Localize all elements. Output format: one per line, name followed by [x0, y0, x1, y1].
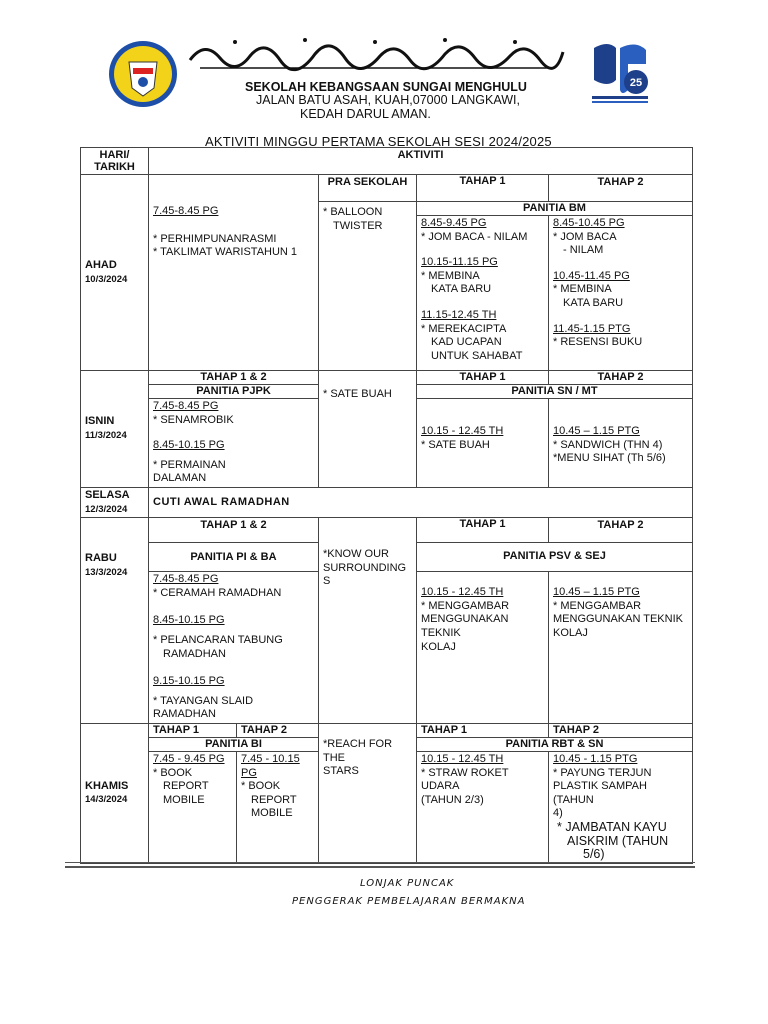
rabu-left-time-3: 9.15-10.15 PG: [153, 675, 225, 688]
rabu-t1-act-1: * MENGGAMBAR: [421, 599, 510, 612]
isnin-t1-label: TAHAP 1: [459, 371, 506, 383]
isnin-panitia-right-label: PANITIA SN / MT: [511, 385, 598, 397]
rabu-left-act-3: * TAYANGAN SLAID RAMADHAN: [153, 694, 254, 721]
khamis-t2-act-3: 4): [553, 807, 563, 820]
isnin-t12-header: [149, 371, 319, 385]
ahad-pra-cell: [319, 202, 417, 371]
khamis-pra-act-2: STARS: [323, 765, 359, 778]
footer-divider-thin: [65, 862, 695, 863]
ahad-t2-act-3: * RESENSI BUKU: [553, 336, 643, 349]
isnin-t1-header: [417, 371, 549, 385]
khamis-rt1-header: [417, 723, 549, 737]
khamis-panitia-right-cell: [417, 737, 693, 751]
rabu-t12-label: TAHAP 1 & 2: [200, 519, 267, 532]
ahad-pra-label: PRA SEKOLAH: [327, 176, 408, 188]
ahad-t1-act-2b: KATA BARU: [431, 283, 492, 296]
rabu-t1-header: [417, 518, 549, 543]
ahad-t2-time-1: 8.45-10.45 PG: [553, 217, 625, 229]
rabu-pra-act-1: *KNOW OUR: [323, 548, 389, 561]
khamis-t2-act-6: 5/6): [583, 847, 605, 862]
khamis-row-header: [81, 723, 693, 737]
ahad-t1-act-1: * JOM BACA - NILAM: [421, 230, 528, 243]
khamis-a-act-1: * BOOK: [153, 766, 193, 779]
khamis-t2-act-1: * PAYUNG TERJUN: [553, 766, 652, 779]
header-activity-cell: [149, 148, 693, 175]
khamis-day: KHAMIS: [85, 779, 129, 792]
isnin-t2-time: 10.45 – 1.15 PTG: [553, 425, 640, 437]
khamis-a-act-3: MOBILE: [163, 793, 205, 806]
ahad-general-time: 7.45-8.45 PG: [153, 205, 219, 217]
rabu-left-act-2a: * PELANCARAN TABUNG: [153, 633, 283, 646]
ahad-day: AHAD: [85, 258, 117, 271]
selasa-row: [81, 488, 693, 518]
rabu-left-act-2b: RAMADHAN: [163, 647, 226, 660]
ahad-pra-header: [319, 175, 417, 202]
isnin-left-cell: [149, 399, 319, 488]
khamis-t1-time: 10.15 - 12.45 TH: [421, 752, 504, 765]
isnin-day-cell: [81, 371, 149, 488]
khamis-t2-cell: [549, 751, 693, 863]
ahad-t1-act-3c: UNTUK SAHABAT: [431, 349, 523, 362]
khamis-panitia-left-cell: [149, 737, 319, 751]
ahad-t1-act-2a: * MEMBINA: [421, 269, 480, 282]
isnin-panitia-left-cell: [149, 385, 319, 399]
school-name: SEKOLAH KEBANGSAAN SUNGAI MENGHULU: [245, 80, 527, 94]
isnin-left-time-2: 8.45-10.15 PG: [153, 439, 225, 452]
isnin-left-act-2b: DALAMAN: [153, 472, 207, 485]
isnin-left-time-1: 7.45-8.45 PG: [153, 400, 219, 412]
ahad-general-activity-1: * PERHIMPUNANRASMI: [153, 232, 277, 245]
khamis-b-time: 7.45 - 10.15 PG: [241, 752, 300, 779]
footer-motto-line1: LONJAK PUNCAK: [360, 878, 455, 889]
ahad-t2-act-2b: KATA BARU: [563, 296, 624, 309]
ahad-day-cell: [81, 175, 149, 371]
rabu-pra-cell: [319, 518, 417, 724]
rabu-t12-header: [149, 518, 319, 543]
ahad-pra-act-1: * BALLOON: [323, 206, 383, 218]
khamis-t2-time: 10.45 - 1.15 PTG: [553, 752, 638, 765]
jawi-school-name: [185, 30, 565, 75]
khamis-t2-label: TAHAP 2: [241, 723, 288, 736]
isnin-pra-cell: [319, 371, 417, 488]
khamis-t1-act-2: (TAHUN 2/3): [421, 793, 484, 806]
ahad-general-activity-2: * TAKLIMAT WARISTAHUN 1: [153, 246, 298, 259]
rabu-t1-cell: [417, 572, 549, 724]
rabu-panitia-left-cell: [149, 543, 319, 572]
khamis-rt2-header: [549, 723, 693, 737]
rabu-t1-act-2: MENGGUNAKAN TEKNIK: [421, 613, 509, 639]
rabu-pra-act-2: SURROUNDING: [323, 561, 407, 574]
khamis-b-cell: [237, 751, 319, 863]
khamis-t2-act-5: AISKRIM (TAHUN: [567, 833, 669, 848]
isnin-row-header: [81, 371, 693, 385]
ahad-t1-time-3: 11.15-12.45 TH: [421, 308, 497, 321]
isnin-t2-label: TAHAP 2: [597, 371, 644, 383]
ahad-t1-time-1: 8.45-9.45 PG: [421, 217, 487, 229]
khamis-panitia-right-label: PANITIA RBT & SN: [505, 737, 604, 750]
rabu-left-time-1: 7.45-8.45 PG: [153, 573, 219, 586]
rabu-left-time-2: 8.45-10.15 PG: [153, 614, 225, 627]
khamis-a-act-2: REPORT: [163, 780, 209, 793]
rabu-pra-act-3: S: [323, 575, 331, 588]
khamis-rt2-label: TAHAP 2: [553, 723, 600, 736]
ahad-t1-header: [417, 175, 549, 202]
isnin-t2-header: [549, 371, 693, 385]
ahad-t2-header: [549, 175, 693, 202]
ahad-t2-time-2: 10.45-11.45 PG: [553, 269, 630, 282]
rabu-t2-act-3: KOLAJ: [553, 626, 588, 639]
isnin-left-act-2a: * PERMAINAN: [153, 458, 226, 471]
khamis-t2-header: [237, 723, 319, 737]
khamis-panitia-left-label: PANITIA BI: [205, 737, 262, 750]
ahad-panitia-label: PANITIA BM: [523, 202, 586, 214]
isnin-t1-time: 10.15 - 12.45 TH: [421, 425, 504, 437]
ahad-row-header: [81, 175, 693, 202]
schedule-table: [80, 147, 693, 864]
rabu-t2-header: [549, 518, 693, 543]
isnin-t1-act: * SATE BUAH: [421, 438, 490, 451]
school-crest-logo: [107, 38, 179, 110]
ahad-t1-cell: [417, 216, 549, 371]
khamis-rt1-label: TAHAP 1: [421, 723, 468, 736]
ahad-t1-act-3b: KAD UCAPAN: [431, 336, 502, 349]
rabu-t1-act-3: KOLAJ: [421, 640, 456, 653]
rabu-day: RABU: [85, 552, 117, 565]
rabu-left-act-1: * CERAMAH RAMADHAN: [153, 586, 282, 599]
ahad-pra-act-2: TWISTER: [333, 219, 383, 232]
ahad-t1-time-2: 10.15-11.15 PG: [421, 256, 498, 269]
ahad-t2-act-2a: * MEMBINA: [553, 283, 612, 296]
ahad-t2-act-1b: - NILAM: [563, 244, 604, 257]
isnin-t2-act-1: * SANDWICH (THN 4): [553, 438, 663, 451]
rabu-day-cell: [81, 518, 149, 724]
khamis-b-act-2: REPORT: [251, 793, 297, 806]
school-address-line2: KEDAH DARUL AMAN.: [300, 107, 431, 121]
isnin-pra-act: * SATE BUAH: [323, 387, 392, 400]
selasa-note: CUTI AWAL RAMADHAN: [153, 495, 290, 508]
khamis-t1-cell: [417, 751, 549, 863]
khamis-t1-label: TAHAP 1: [153, 723, 200, 736]
isnin-left-act-1: * SENAMROBIK: [153, 413, 234, 426]
ahad-t2-cell: [549, 216, 693, 371]
isnin-date: 11/3/2024: [85, 430, 127, 441]
isnin-t1-cell: [417, 399, 549, 488]
khamis-a-time: 7.45 - 9.45 PG: [153, 752, 225, 765]
khamis-b-act-3: MOBILE: [251, 807, 293, 820]
rabu-t2-time: 10.45 – 1.15 PTG: [553, 586, 640, 599]
ahad-t2-label: TAHAP 2: [597, 176, 644, 188]
isnin-panitia-left-label: PANITIA PJPK: [196, 385, 271, 397]
ahad-panitia-cell: [417, 202, 693, 216]
rabu-t1-time: 10.15 - 12.45 TH: [421, 586, 504, 599]
selasa-note-cell: [149, 488, 693, 518]
khamis-t2-act-4: * JAMBATAN KAYU: [557, 819, 667, 834]
isnin-t2-act-2: *MENU SIHAT (Th 5/6): [553, 452, 666, 465]
selasa-day-cell: [81, 488, 149, 518]
header-day-cell: [81, 148, 149, 175]
khamis-t1-act-1: * STRAW ROKET UDARA: [421, 766, 509, 793]
khamis-pra-cell: [319, 723, 417, 863]
svg-text:25: 25: [629, 77, 643, 89]
rabu-t2-act-1: * MENGGAMBAR: [553, 599, 642, 612]
rabu-t2-cell: [549, 572, 693, 724]
isnin-day: ISNIN: [85, 415, 115, 428]
rabu-date: 13/3/2024: [85, 566, 128, 578]
rabu-row-header: [81, 518, 693, 543]
selasa-day: SELASA: [85, 489, 130, 501]
rabu-t2-label: TAHAP 2: [597, 519, 644, 532]
khamis-b-act-1: * BOOK: [241, 780, 281, 793]
rabu-panitia-right-label: PANITIA PSV & SEJ: [503, 550, 606, 563]
school-address-line1: JALAN BATU ASAH, KUAH,07000 LANGKAWI,: [256, 93, 520, 107]
ahad-general-cell: [149, 175, 319, 371]
isnin-panitia-right-cell: [417, 385, 693, 399]
rabu-panitia-left-label: PANITIA PI & BA: [190, 550, 277, 563]
isnin-t12-label: TAHAP 1 & 2: [200, 371, 267, 383]
khamis-a-cell: [149, 751, 237, 863]
rabu-t2-act-2: MENGGUNAKAN TEKNIK: [553, 613, 683, 626]
khamis-t1-header: [149, 723, 237, 737]
isnin-t2-cell: [549, 399, 693, 488]
footer-motto-line2: PENGGERAK PEMBELAJARAN BERMAKNA: [292, 896, 526, 907]
anniversary-logo: [588, 40, 652, 106]
rabu-t1-label: TAHAP 1: [459, 518, 506, 531]
ahad-t1-act-3a: * MEREKACIPTA: [421, 322, 507, 335]
ahad-t2-time-3: 11.45-1.15 PTG: [553, 322, 631, 335]
khamis-pra-act-1: *REACH FOR THE: [323, 737, 393, 764]
header-activity-label: AKTIVITI: [397, 149, 444, 161]
khamis-t2-act-2: PLASTIK SAMPAH (TAHUN: [553, 780, 647, 806]
ahad-date: 10/3/2024: [85, 273, 128, 285]
header-day-label: HARI/ TARIKH: [94, 149, 135, 173]
table-header-row: [81, 148, 693, 175]
rabu-left-cell: [149, 572, 319, 724]
rabu-panitia-right-cell: [417, 543, 693, 572]
khamis-date: 14/3/2024: [85, 794, 128, 806]
khamis-day-cell: [81, 723, 149, 863]
ahad-t1-label: TAHAP 1: [459, 175, 506, 187]
selasa-date: 12/3/2024: [85, 503, 128, 515]
ahad-t2-act-1a: * JOM BACA: [553, 230, 617, 243]
footer-divider-thick: [65, 866, 695, 868]
document-title: AKTIVITI MINGGU PERTAMA SEKOLAH SESI 2024/2025: [205, 134, 552, 149]
